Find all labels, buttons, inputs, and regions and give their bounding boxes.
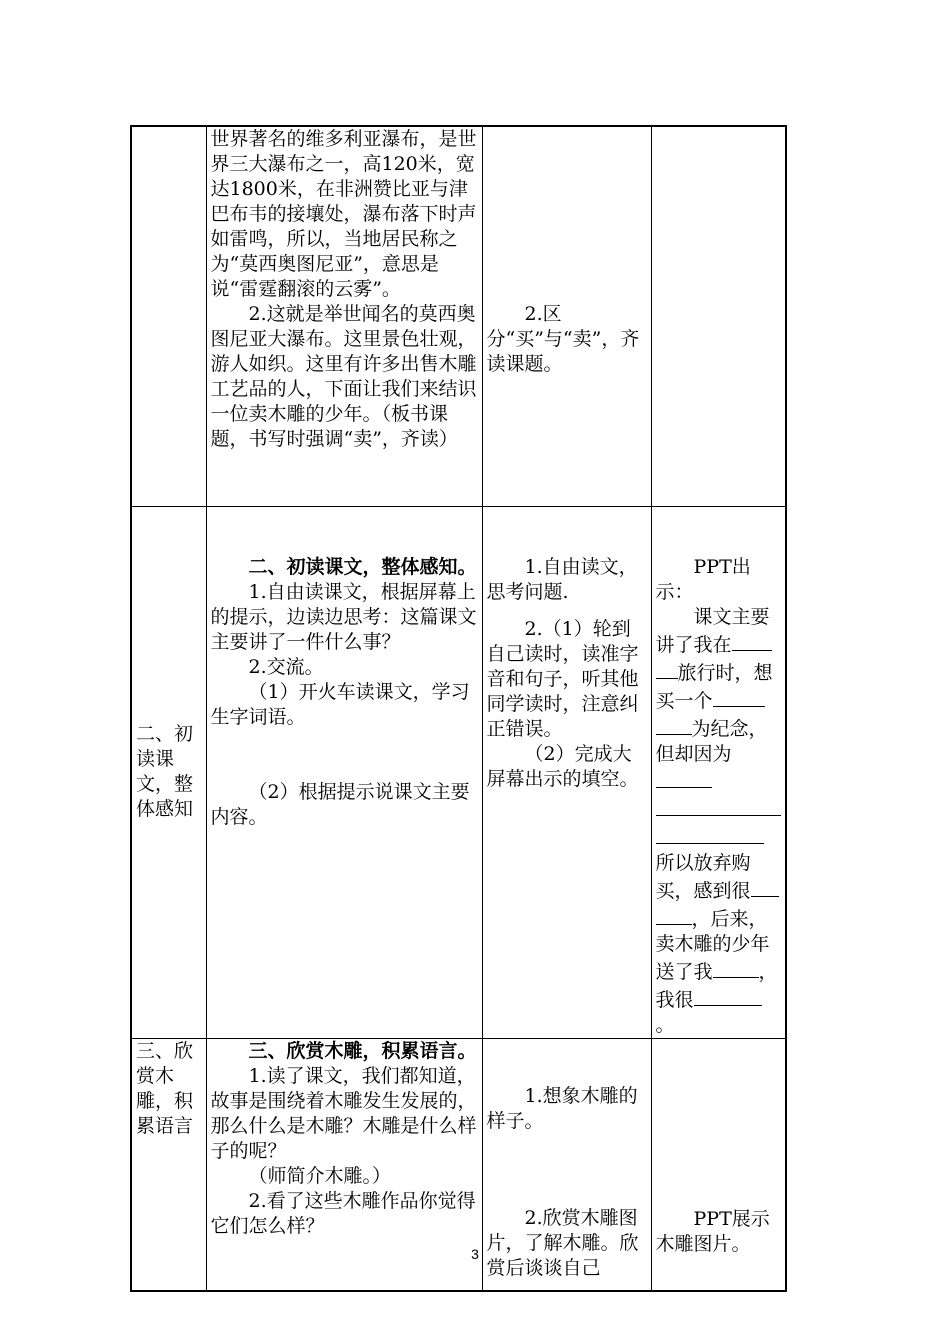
student-paragraph: 2.（1）轮到自己读时，读准字音和句子，听其他同学读时，注意纠正错误。 <box>486 617 639 740</box>
student-paragraph: （2）完成大屏幕出示的填空。 <box>486 742 639 790</box>
fill-in-blank <box>656 904 692 925</box>
fill-in-blank <box>656 823 764 844</box>
teacher-paragraph: 1.读了课文，我们都知道，故事是围绕着木雕发生发展的，那么什么是木雕？木雕是什么样子的呢？ <box>210 1064 477 1162</box>
teacher-activity-cell <box>206 126 482 506</box>
teacher-paragraph: 2.交流。 <box>248 655 324 678</box>
student-paragraph: 1.自由读文，思考问题. <box>486 555 638 603</box>
student-paragraph: 1.想象木雕的样子。 <box>486 1084 638 1132</box>
teacher-activity-cell <box>206 506 482 1038</box>
fill-in-blank <box>751 876 779 897</box>
note-fill-in-text <box>656 605 781 1038</box>
table-row <box>131 126 786 506</box>
note-text: 。 <box>655 1013 675 1036</box>
section-heading: 二、初读课文，整体感知。 <box>248 555 477 578</box>
note-text: ，后来，卖木雕的少年送了我 <box>655 907 770 983</box>
fill-in-blank <box>713 686 765 707</box>
teacher-paragraph: 世界著名的维多利亚瀑布，是世界三大瀑布之一，高120米，宽达1800米，在非洲赞比亚与津巴布韦的接壤处，瀑布落下时声如雷鸣，所以，当地居民称之为“莫西奥图尼亚”，意思是说“雷霆翻滚的云雾”。 <box>210 128 477 300</box>
student-activity-cell <box>482 506 651 1038</box>
note-text: 课文主要讲了我在 <box>655 605 770 656</box>
note-cell <box>651 126 786 506</box>
fill-in-blank <box>713 957 759 978</box>
note-text: 旅行时，想买一个 <box>655 661 773 712</box>
note-text: ，我很 <box>655 960 778 1011</box>
stage-cell: 二、初读课文，整体感知 <box>131 506 206 1038</box>
teacher-paragraph: 2.看了这些木雕作品你觉得它们怎么样？ <box>210 1189 476 1237</box>
stage-cell: 三、欣赏木雕，积累语言 <box>131 1038 206 1291</box>
lesson-plan-table <box>130 125 787 1292</box>
student-paragraph: 2.欣赏木雕图片，了解木雕。欣赏后谈谈自己 <box>486 1206 639 1279</box>
student-paragraph: 2.区分“买”与“卖”，齐读课题。 <box>486 303 640 375</box>
fill-in-blank <box>694 985 762 1006</box>
fill-in-blank <box>656 795 781 816</box>
stage-cell <box>131 126 206 506</box>
teacher-paragraph: 2.这就是举世闻名的莫西奥图尼亚大瀑布。这里景色壮观，游人如织。这里有许多出售木雕工艺品的人，下面让我们来结识一位卖木雕的少年。（板书课题，书写时强调“卖”，齐读） <box>210 303 477 450</box>
table-row <box>131 506 786 1038</box>
note-cell <box>651 506 786 1038</box>
page-number: 3 <box>471 1246 479 1262</box>
section-heading: 三、欣赏木雕，积累语言。 <box>248 1039 477 1062</box>
fill-in-blank <box>656 767 712 788</box>
note-text: 所以放弃购买，感到很 <box>655 851 751 902</box>
fill-in-blank <box>656 658 678 679</box>
fill-in-blank <box>732 630 772 651</box>
note-heading: PPT出示： <box>655 555 751 603</box>
teacher-paragraph: （师简介木雕。） <box>248 1164 392 1187</box>
teacher-paragraph: 1.自由读课文，根据屏幕上的提示，边读边思考：这篇课文主要讲了一件什么事？ <box>210 580 477 653</box>
teacher-paragraph: （2）根据提示说课文主要内容。 <box>210 780 470 828</box>
fill-in-blank <box>656 714 692 735</box>
note-text: 为纪念，但却因为 <box>655 717 768 765</box>
note-paragraph: PPT展示木雕图片。 <box>655 1207 770 1255</box>
student-activity-cell <box>482 126 651 506</box>
teacher-paragraph: （1）开火车读课文，学习生字词语。 <box>210 680 470 728</box>
